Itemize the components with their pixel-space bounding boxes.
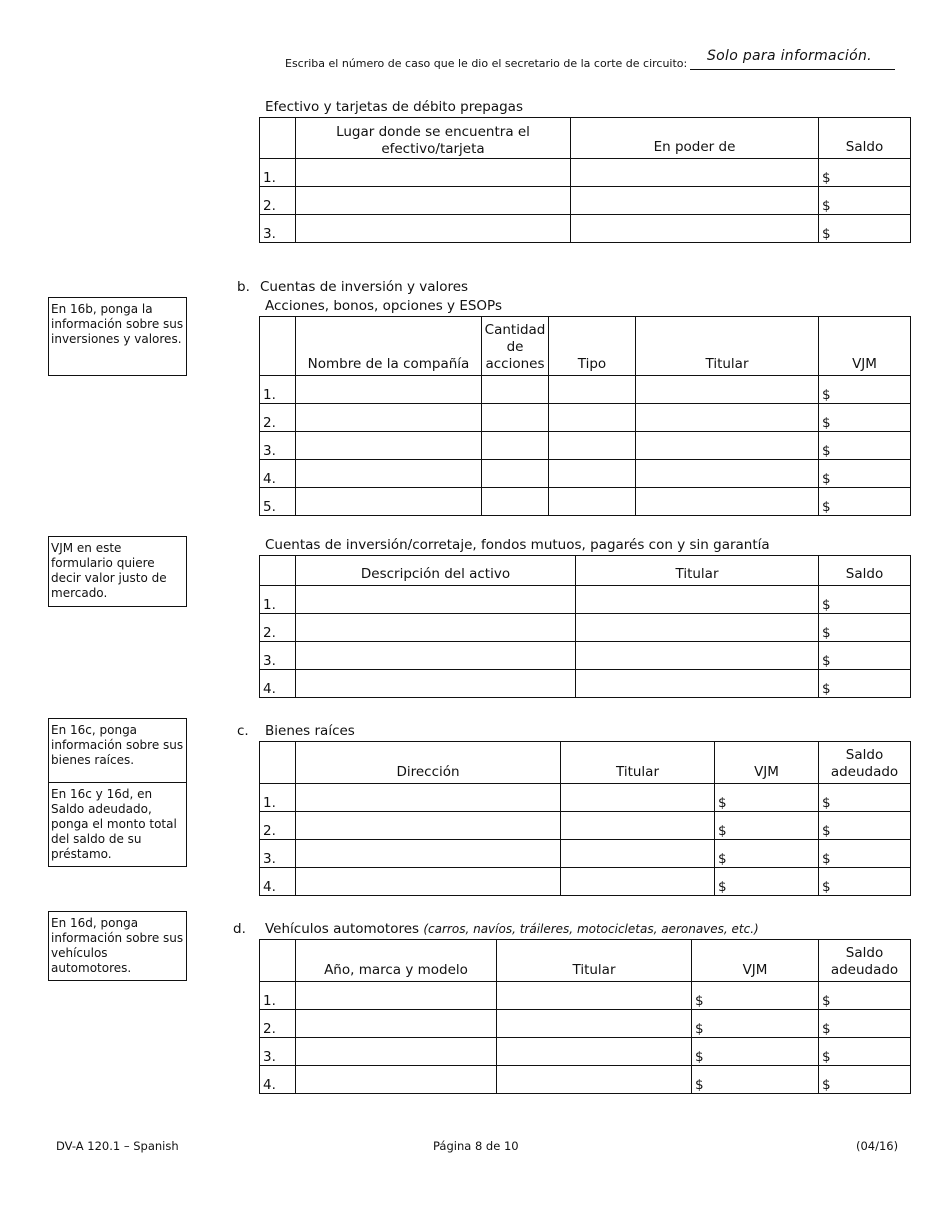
brokerage-header-owner: Titular — [576, 556, 819, 586]
veh-owner-input[interactable] — [497, 1038, 692, 1066]
vehicles-letter: d. — [233, 921, 246, 937]
inv-fmv-input[interactable]: $ — [819, 404, 911, 432]
inv-shares-input[interactable] — [482, 488, 549, 516]
brokerage-header-description: Descripción del activo — [296, 556, 576, 586]
re-owed-input[interactable]: $ — [819, 868, 911, 896]
table-row — [260, 784, 911, 812]
re-owed-input[interactable]: $ — [819, 812, 911, 840]
veh-owed-input[interactable]: $ — [819, 1038, 911, 1066]
sidenote-vjm: VJM en este formulario quiere decir valor justo de mercado. — [48, 536, 187, 607]
veh-owner-input[interactable] — [497, 982, 692, 1010]
inv-type-input[interactable] — [549, 376, 636, 404]
brokerage-balance-input[interactable]: $ — [819, 614, 911, 642]
row-number: 3. — [260, 1038, 296, 1066]
table-row — [260, 376, 911, 404]
vehicles-title-main: Vehículos automotores — [265, 921, 420, 937]
inv-header-fmv: VJM — [819, 317, 911, 376]
brokerage-header-num — [260, 556, 296, 586]
inv-shares-input[interactable] — [482, 460, 549, 488]
re-owner-input[interactable] — [561, 784, 715, 812]
sidenote-16c-16d: En 16c y 16d, en Saldo adeudado, ponga el monto total del saldo de su préstamo. — [48, 782, 187, 867]
inv-header-type: Tipo — [549, 317, 636, 376]
re-fmv-input[interactable]: $ — [715, 840, 819, 868]
table-row — [260, 432, 911, 460]
case-number-row — [285, 48, 897, 73]
cash-header-location: Lugar donde se encuentra el efectivo/tarjeta — [296, 118, 571, 159]
re-fmv-input[interactable]: $ — [715, 812, 819, 840]
inv-owner-input[interactable] — [636, 432, 819, 460]
inv-company-input[interactable] — [296, 460, 482, 488]
vehicles-title — [265, 921, 759, 937]
veh-header-owed: Saldo adeudado — [819, 940, 911, 982]
re-address-input[interactable] — [296, 840, 561, 868]
table-row — [260, 812, 911, 840]
inv-shares-input[interactable] — [482, 404, 549, 432]
re-owed-input[interactable]: $ — [819, 840, 911, 868]
inv-type-input[interactable] — [549, 460, 636, 488]
veh-model-input[interactable] — [296, 1038, 497, 1066]
brokerage-description-input[interactable] — [296, 586, 576, 614]
cash-header-balance: Saldo — [819, 118, 911, 159]
inv-owner-input[interactable] — [636, 376, 819, 404]
inv-shares-input[interactable] — [482, 376, 549, 404]
re-owner-input[interactable] — [561, 840, 715, 868]
veh-fmv-input[interactable]: $ — [692, 1010, 819, 1038]
brokerage-owner-input[interactable] — [576, 586, 819, 614]
veh-owner-input[interactable] — [497, 1010, 692, 1038]
re-owner-input[interactable] — [561, 868, 715, 896]
inv-type-input[interactable] — [549, 488, 636, 516]
table-row — [260, 1038, 911, 1066]
veh-fmv-input[interactable]: $ — [692, 1038, 819, 1066]
row-number: 1. — [260, 376, 296, 404]
brokerage-table — [259, 555, 911, 698]
vehicles-table — [259, 939, 911, 1094]
cash-balance-input[interactable]: $ — [819, 159, 911, 187]
case-number-prompt: Escriba el número de caso que le dio el secretario de la corte de circuito: — [285, 57, 688, 70]
re-owed-input[interactable]: $ — [819, 784, 911, 812]
inv-type-input[interactable] — [549, 404, 636, 432]
veh-owed-input[interactable]: $ — [819, 1010, 911, 1038]
re-address-input[interactable] — [296, 784, 561, 812]
row-number: 1. — [260, 982, 296, 1010]
re-header-owner: Titular — [561, 742, 715, 784]
inv-shares-input[interactable] — [482, 432, 549, 460]
table-row — [260, 1010, 911, 1038]
table-row — [260, 460, 911, 488]
row-number: 2. — [260, 404, 296, 432]
inv-header-owner: Titular — [636, 317, 819, 376]
cash-header-holder: En poder de — [571, 118, 819, 159]
row-number: 4. — [260, 868, 296, 896]
cash-title: Efectivo y tarjetas de débito prepagas — [265, 99, 523, 115]
brokerage-owner-input[interactable] — [576, 670, 819, 698]
table-row — [260, 642, 911, 670]
row-number: 3. — [260, 215, 296, 243]
row-number: 2. — [260, 1010, 296, 1038]
brokerage-description-input[interactable] — [296, 642, 576, 670]
real-estate-title: Bienes raíces — [265, 723, 355, 739]
cash-table — [259, 117, 911, 243]
inv-company-input[interactable] — [296, 488, 482, 516]
veh-owed-input[interactable]: $ — [819, 982, 911, 1010]
table-row — [260, 614, 911, 642]
sidenote-16b: En 16b, ponga la información sobre sus inversiones y valores. — [48, 297, 187, 376]
table-row — [260, 159, 911, 187]
veh-owed-input[interactable]: $ — [819, 1066, 911, 1094]
re-header-owed: Saldo adeudado — [819, 742, 911, 784]
cash-location-input[interactable] — [296, 215, 571, 243]
cash-location-input[interactable] — [296, 159, 571, 187]
brokerage-description-input[interactable] — [296, 614, 576, 642]
row-number: 4. — [260, 1066, 296, 1094]
inv-type-input[interactable] — [549, 432, 636, 460]
row-number: 2. — [260, 187, 296, 215]
row-number: 3. — [260, 432, 296, 460]
real-estate-letter: c. — [237, 723, 249, 739]
inv-fmv-input[interactable]: $ — [819, 460, 911, 488]
table-row — [260, 1066, 911, 1094]
inv-owner-input[interactable] — [636, 404, 819, 432]
sidenote-16c: En 16c, ponga información sobre sus bienes raíces. — [48, 718, 187, 782]
table-row — [260, 488, 911, 516]
inv-company-input[interactable] — [296, 432, 482, 460]
veh-fmv-input[interactable]: $ — [692, 982, 819, 1010]
inv-fmv-input[interactable]: $ — [819, 432, 911, 460]
re-fmv-input[interactable]: $ — [715, 784, 819, 812]
table-row — [260, 404, 911, 432]
re-header-num — [260, 742, 296, 784]
row-number: 2. — [260, 614, 296, 642]
table-row — [260, 187, 911, 215]
vehicles-title-note: (carros, navíos, tráileres, motocicletas, aeronaves, etc.) — [423, 922, 759, 936]
inv-fmv-input[interactable]: $ — [819, 376, 911, 404]
case-number-line — [690, 69, 895, 70]
inv-owner-input[interactable] — [636, 488, 819, 516]
veh-header-num — [260, 940, 296, 982]
table-row — [260, 670, 911, 698]
cash-holder-input[interactable] — [571, 215, 819, 243]
row-number: 2. — [260, 812, 296, 840]
inv-header-num — [260, 317, 296, 376]
veh-header-owner: Titular — [497, 940, 692, 982]
inv-fmv-input[interactable]: $ — [819, 488, 911, 516]
row-number: 3. — [260, 642, 296, 670]
sidenote-16d: En 16d, ponga información sobre sus vehículos automotores. — [48, 911, 187, 981]
veh-owner-input[interactable] — [497, 1066, 692, 1094]
inv-company-input[interactable] — [296, 404, 482, 432]
brokerage-owner-input[interactable] — [576, 642, 819, 670]
table-row — [260, 868, 911, 896]
table-row — [260, 215, 911, 243]
row-number: 3. — [260, 840, 296, 868]
re-owner-input[interactable] — [561, 812, 715, 840]
row-number: 4. — [260, 670, 296, 698]
investments-letter: b. — [237, 279, 250, 295]
footer-form-id: DV-A 120.1 – Spanish — [56, 1139, 179, 1153]
inv-header-shares: Cantidad de acciones — [482, 317, 549, 376]
brokerage-balance-input[interactable]: $ — [819, 670, 911, 698]
re-header-address: Dirección — [296, 742, 561, 784]
investments-title: Cuentas de inversión y valores — [260, 279, 469, 295]
footer-page-number: Página 8 de 10 — [433, 1139, 519, 1153]
case-number-field[interactable]: Solo para información. — [707, 48, 872, 64]
brokerage-balance-input[interactable]: $ — [819, 586, 911, 614]
row-number: 1. — [260, 159, 296, 187]
re-header-fmv: VJM — [715, 742, 819, 784]
cash-header-num — [260, 118, 296, 159]
inv-header-company: Nombre de la compañía — [296, 317, 482, 376]
investments-table — [259, 316, 911, 516]
cash-holder-input[interactable] — [571, 159, 819, 187]
inv-company-input[interactable] — [296, 376, 482, 404]
table-row — [260, 586, 911, 614]
row-number: 5. — [260, 488, 296, 516]
investments-subtitle: Acciones, bonos, opciones y ESOPs — [265, 298, 502, 314]
brokerage-header-balance: Saldo — [819, 556, 911, 586]
brokerage-description-input[interactable] — [296, 670, 576, 698]
cash-balance-input[interactable]: $ — [819, 187, 911, 215]
re-fmv-input[interactable]: $ — [715, 868, 819, 896]
row-number: 1. — [260, 586, 296, 614]
row-number: 1. — [260, 784, 296, 812]
brokerage-title: Cuentas de inversión/corretaje, fondos mutuos, pagarés con y sin garantía — [265, 537, 770, 553]
row-number: 4. — [260, 460, 296, 488]
cash-location-input[interactable] — [296, 187, 571, 215]
real-estate-table — [259, 741, 911, 896]
cash-holder-input[interactable] — [571, 187, 819, 215]
re-address-input[interactable] — [296, 868, 561, 896]
veh-header-fmv: VJM — [692, 940, 819, 982]
footer-revision: (04/16) — [856, 1139, 899, 1153]
brokerage-owner-input[interactable] — [576, 614, 819, 642]
veh-fmv-input[interactable]: $ — [692, 1066, 819, 1094]
cash-balance-input[interactable]: $ — [819, 215, 911, 243]
table-row — [260, 840, 911, 868]
inv-owner-input[interactable] — [636, 460, 819, 488]
table-row — [260, 982, 911, 1010]
re-address-input[interactable] — [296, 812, 561, 840]
veh-model-input[interactable] — [296, 982, 497, 1010]
brokerage-balance-input[interactable]: $ — [819, 642, 911, 670]
veh-model-input[interactable] — [296, 1066, 497, 1094]
veh-header-model: Año, marca y modelo — [296, 940, 497, 982]
veh-model-input[interactable] — [296, 1010, 497, 1038]
